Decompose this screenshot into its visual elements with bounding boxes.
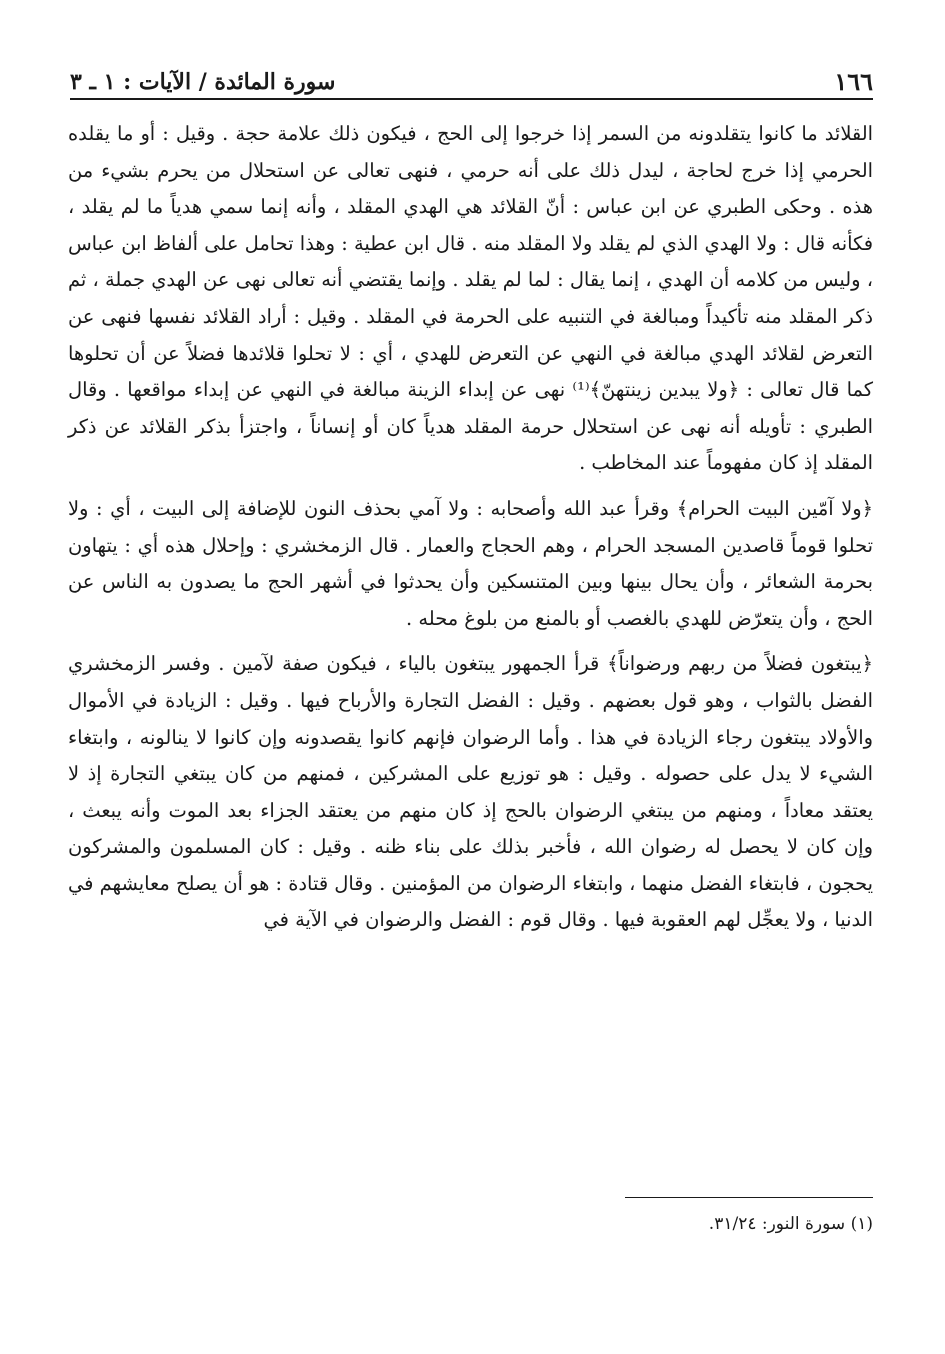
running-header [70, 62, 873, 100]
paragraph-3: ﴿يبتغون فضلاً من ربهم ورضواناً﴾ قرأ الجمهور يبتغون بالياء ، فيكون صفة لآمين . وفسر الزمخشري الفضل بالثواب ، وهو قول بعضهم . وقيل : الفضل التجارة والأرباح فيها . وقيل : الزيادة في الأموال والأولاد يبتغون رجاء الزيادة في هذا . وأما الرضوان فإنهم كانوا يقصدونه وإن كانوا لا ينالونه ، وابتغاء الشيء لا يدل على حصوله . وقيل : هو توزيع على المشركين ، فمنهم من كان يبتغي التجارة إذ لا يعتقد معاداً ، ومنهم من يبتغي الرضوان بالحج إذ كان منهم من يعتقد الجزاء بعد الموت وأنه يبعث ، وإن كان لا يحصل له رضوان الله ، فأخبر بذلك على بناء ظنه . وقيل : كان المسلمون والمشركون يحجون ، فابتغاء الفضل منهما ، وابتغاء الرضوان من المؤمنين . وقال قتادة : هو أن يصلح معايشهم في الدنيا ، ولا يعجِّل لهم العقوبة فيها . وقال قوم : الفضل والرضوان في الآية في [68, 652, 873, 932]
page-number: ١٦٦ [834, 67, 873, 96]
paragraph-1: القلائد ما كانوا يتقلدونه من السمر إذا خرجوا إلى الحج ، فيكون ذلك علامة حجة . وقيل : أو ما يقلده الحرمي إذا خرج لحاجة ، ليدل ذلك على أنه حرمي ، فنهى تعالى عن استحلال من يحرم بشيء من هذه . وحكى الطبري عن ابن عباس : أنّ القلائد هي الهدي المقلد ، وأنه إنما سمي هدياً ما لم يقلد ، فكأنه قال : ولا الهدي الذي لم يقلد ولا المقلد منه . قال ابن عطية : وهذا تحامل على ألفاظ ابن عباس ، وليس من كلامه أن الهدي ، إنما يقال : لما لم يقلد . وإنما يقتضي أنه تعالى نهى عن الهدي جملة ، ثم ذكر المقلد منه تأكيداً ومبالغة في التنبيه على الحرمة في المقلد . وقيل : أراد القلائد نفسها فنهى عن التعرض لقلائد الهدي مبالغة في النهي عن التعرض للهدي ، أي : لا تحلوا قلائدها فضلاً عن أن تحلوها كما قال تعالى : ﴿ولا يبدين زينتهنّ﴾⁽¹⁾ نهى عن إبداء الزينة مبالغة في النهي عن إبداء مواقعها . وقال الطبري : تأويله أنه نهى عن استحلال حرمة المقلد هدياً كان أو إنساناً ، واجتزأ بذكر القلائد عن ذكر المقلد إذ كان مفهوماً عند المخاطب . [68, 122, 874, 475]
chapter-title: سورة المائدة / الآيات : ١ ـ ٣ [70, 69, 336, 95]
paragraph-2: ﴿ولا آمّين البيت الحرام﴾ وقرأ عبد الله وأصحابه : ولا آمي بحذف النون للإضافة إلى البيت ، أي : ولا تحلوا قوماً قاصدين المسجد الحرام ، وهم الحجاج والعمار . قال الزمخشري : وإحلال هذه أي : يتهاون بحرمة الشعائر ، وأن يحال بينها وبين المتنسكين وأن يحدثوا في أشهر الحج ما يصدون به الناس عن الحج ، وأن يتعرّض للهدي بالغصب أو بالمنع من بلوغ محله . [68, 496, 873, 630]
footnote: (١) سورة النور: ٣١/٢٤. [708, 1214, 873, 1234]
main-text [68, 116, 873, 948]
footnote-divider [625, 1197, 873, 1198]
